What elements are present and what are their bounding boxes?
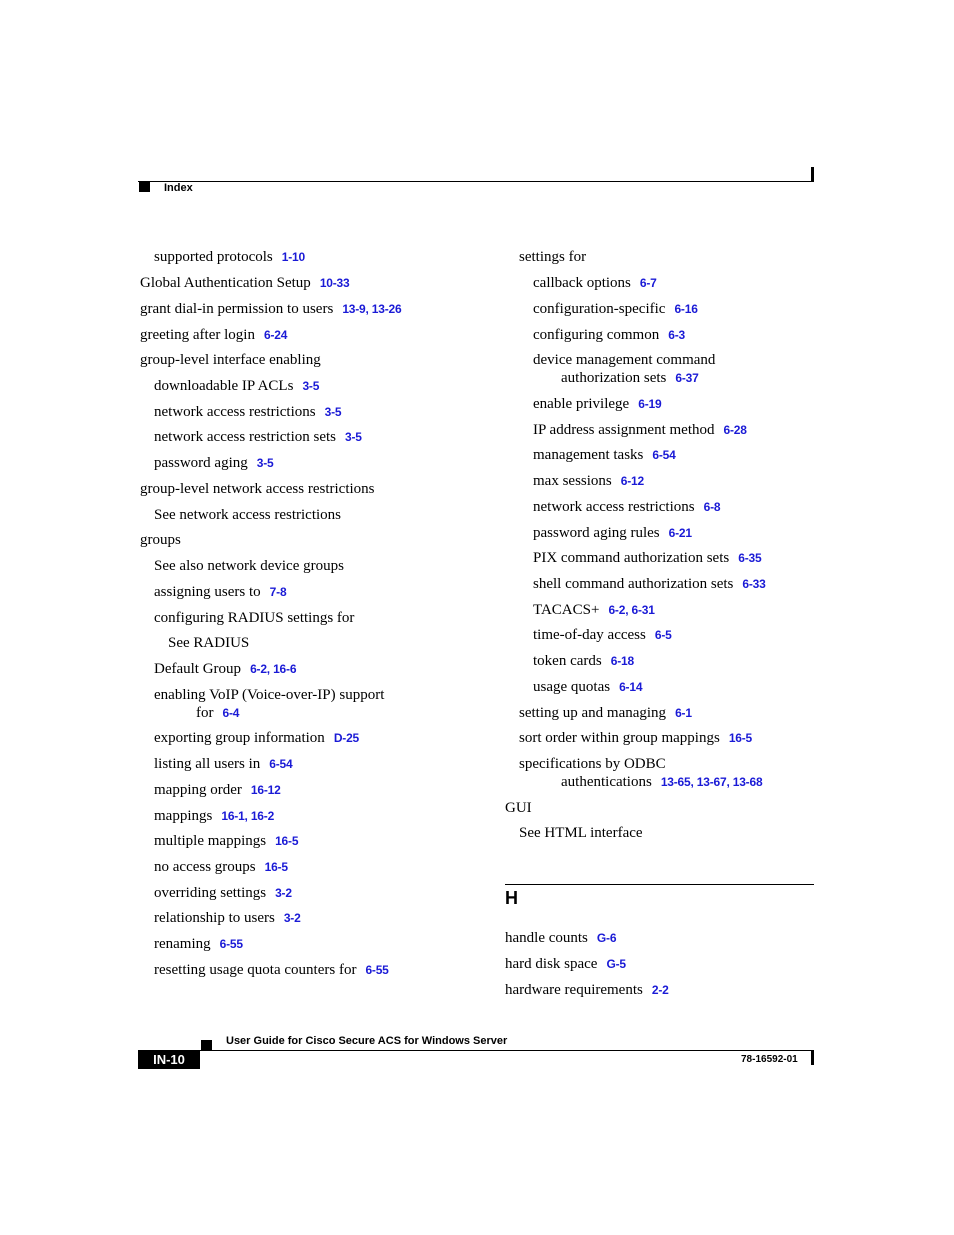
index-term: GUI [505,800,532,816]
index-entry [533,524,692,542]
index-term-continuation-text: authentications [561,774,652,790]
index-term: group-level network access restrictions [140,481,375,497]
page-reference-link[interactable]: 6-54 [652,448,676,462]
index-entry [505,981,669,999]
index-term: hardware requirements [505,982,643,998]
index-entry [154,755,292,773]
index-term: downloadable IP ACLs [154,378,294,394]
index-entry [154,807,274,825]
index-term-continuation [533,369,715,387]
index-term: configuring RADIUS settings for [154,610,355,626]
index-term: grant dial-in permission to users [140,301,334,317]
index-entry [533,446,676,464]
page-reference-link[interactable]: 6-14 [619,680,643,694]
index-entry [533,274,657,292]
index-entry [154,403,341,421]
index-term: overriding settings [154,885,267,901]
index-term: See RADIUS [168,635,250,651]
index-entry [519,755,762,791]
page-reference-link[interactable]: 6-16 [674,302,698,316]
page-reference-link[interactable]: 16-5 [728,731,753,745]
page-reference-link[interactable]: 6-1 [675,706,692,720]
index-entry [533,421,747,439]
index-entry [154,884,292,902]
index-term: configuring common [533,327,660,343]
index-term: time-of-day access [533,627,646,643]
index-term: password aging rules [533,525,660,541]
index-entry [533,472,644,490]
index-entry [533,300,698,318]
index-term: callback options [533,275,631,291]
index-term: mapping order [154,782,242,798]
index-term: listing all users in [154,756,261,772]
page-reference-link[interactable]: 3-5 [256,456,274,470]
index-entry [505,799,532,817]
page-reference-link[interactable]: G-5 [606,957,626,971]
index-term-continuation [519,773,762,791]
index-entry [519,729,752,747]
index-term: IP address assignment method [533,422,715,438]
index-term: assigning users to [154,584,261,600]
index-entry [533,678,642,696]
footer-book-title: User Guide for Cisco Secure ACS for Windows Server [226,1035,508,1047]
footer-rule [138,1050,814,1051]
section-h-heading: H [505,888,518,908]
index-term: supported protocols [154,249,273,265]
section-h-rule [505,884,814,885]
page-reference-link[interactable]: 6-8 [703,500,721,514]
index-term: network access restriction sets [154,429,337,445]
header-label: Index [164,182,193,194]
index-entry [154,454,274,472]
page-reference-link[interactable]: 1-10 [281,250,305,264]
index-entry [505,929,616,947]
index-entry [533,498,720,516]
index-entry [154,660,296,678]
index-term: Default Group [154,661,242,677]
index-entry [168,634,249,652]
index-term: PIX command authorization sets [533,550,730,566]
index-entry [140,274,350,292]
index-term: network access restrictions [154,404,316,420]
page-reference-link[interactable]: 6-2, 16-6 [250,662,297,676]
page-reference-link[interactable]: 16-5 [264,860,288,874]
page-reference-link[interactable]: 6-35 [738,551,762,565]
index-term: group-level interface enabling [140,352,321,368]
index-term: resetting usage quota counters for [154,962,357,978]
index-term: token cards [533,653,602,669]
index-term: handle counts [505,930,588,946]
page-reference-link[interactable]: D-25 [333,731,360,745]
page-reference-link[interactable]: 6-24 [263,328,288,342]
index-entry [154,248,305,266]
page-reference-link[interactable]: 6-7 [639,276,657,290]
index-term: See also network device groups [154,558,344,574]
index-term: enable privilege [533,396,630,412]
index-entry [154,583,286,601]
page-reference-link[interactable]: 6-3 [668,328,685,342]
index-term: management tasks [533,447,644,463]
index-term: mappings [154,808,213,824]
index-term: network access restrictions [533,499,695,515]
index-term: greeting after login [140,327,255,343]
index-entry [533,652,634,670]
index-term: password aging [154,455,248,471]
index-entry [154,858,288,876]
page-reference-link[interactable]: 13-65, 13-67, 13-68 [660,775,763,789]
index-term: See network access restrictions [154,507,342,523]
page-reference-link[interactable]: 3-5 [345,430,362,444]
page-reference-link[interactable]: 6-37 [675,371,699,385]
page-reference-link[interactable]: 16-5 [275,834,299,848]
page-reference-link[interactable]: 7-8 [269,585,287,599]
page-reference-link[interactable]: G-6 [596,931,617,945]
index-entry [533,601,655,619]
index-entry [154,961,389,979]
index-entry [154,377,319,395]
index-entry [154,832,298,850]
page-reference-link[interactable]: 6-18 [610,654,634,668]
page-reference-link[interactable]: 3-5 [324,405,342,419]
index-term: device management command [533,352,716,368]
index-term: exporting group information [154,730,325,746]
index-entry [154,609,354,627]
index-entry [154,729,359,747]
page-reference-link[interactable]: 10-33 [319,276,350,290]
index-term: Global Authentication Setup [140,275,311,291]
page-reference-link[interactable]: 6-33 [742,577,766,591]
index-entry [154,909,301,927]
page-reference-link[interactable]: 13-9, 13-26 [342,302,402,316]
index-entry [154,557,344,575]
index-entry [505,955,626,973]
index-entry [519,248,586,266]
page-reference-link[interactable]: 6-54 [269,757,293,771]
page-reference-link[interactable]: 2-2 [651,983,669,997]
index-term: See HTML interface [519,825,643,841]
index-term: enabling VoIP (Voice-over-IP) support [154,687,385,703]
page-reference-link[interactable]: 6-12 [620,474,644,488]
index-term-continuation-text: authorization sets [561,370,667,386]
index-term: shell command authorization sets [533,576,734,592]
footer-rule-tick [811,1050,814,1065]
page-reference-link[interactable]: 3-2 [283,911,301,925]
index-entry [533,395,661,413]
index-entry [533,626,672,644]
index-entry [519,704,692,722]
page-reference-link[interactable]: 16-12 [250,783,281,797]
page-reference-link[interactable]: 3-2 [275,886,292,900]
index-entry [533,549,761,567]
index-term: specifications by ODBC [519,756,666,772]
header-rule-tick [811,167,814,182]
page-reference-link[interactable]: 6-4 [222,706,240,720]
index-term: relationship to users [154,910,275,926]
index-entry [154,506,341,524]
index-entry [140,326,287,344]
footer-marker [201,1040,212,1050]
index-term: max sessions [533,473,612,489]
page-reference-link[interactable]: 6-55 [219,937,243,951]
index-entry [140,480,375,498]
footer-page-number: IN-10 [138,1051,200,1069]
page-reference-link[interactable]: 6-21 [668,526,692,540]
index-entry [140,300,402,318]
index-term: sort order within group mappings [519,730,720,746]
page-reference-link[interactable]: 6-28 [723,423,747,437]
index-term: no access groups [154,859,256,875]
index-term: settings for [519,249,587,265]
index-term: setting up and managing [519,705,667,721]
index-entry [154,428,362,446]
index-entry [154,781,281,799]
index-term-continuation-text: for [196,705,214,721]
index-entry [154,935,243,953]
index-entry [533,351,715,387]
page-reference-link[interactable]: 16-1, 16-2 [221,809,275,823]
index-entry [140,351,321,369]
index-entry [533,575,766,593]
header-marker [139,182,150,192]
page-reference-link[interactable]: 6-55 [365,963,389,977]
index-entry [154,686,384,722]
index-term-continuation [154,704,384,722]
index-entry [519,824,643,842]
page-reference-link[interactable]: 6-19 [638,397,662,411]
page-reference-link[interactable]: 6-5 [654,628,672,642]
index-term: multiple mappings [154,833,267,849]
index-term: usage quotas [533,679,611,695]
index-term: TACACS+ [533,602,600,618]
header-rule [138,181,814,182]
index-term: groups [140,532,181,548]
page-reference-link[interactable]: 3-5 [302,379,320,393]
index-entry [140,531,181,549]
footer-doc-number: 78-16592-01 [741,1054,798,1065]
index-term: configuration-specific [533,301,666,317]
page-reference-link[interactable]: 6-2, 6-31 [608,603,655,617]
index-term: renaming [154,936,211,952]
index-entry [533,326,685,344]
index-term: hard disk space [505,956,598,972]
